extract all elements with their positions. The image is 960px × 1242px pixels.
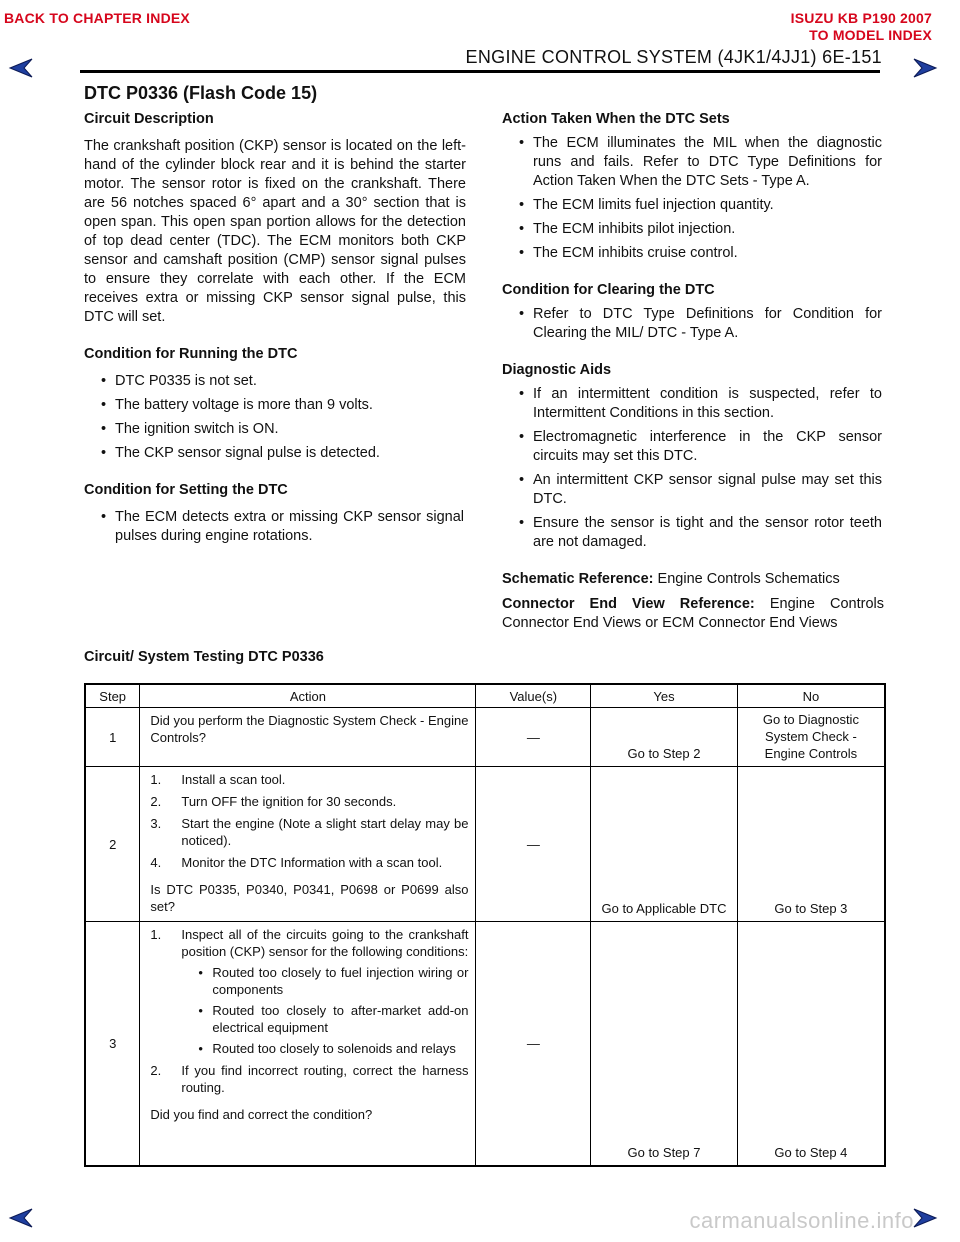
step-action: Did you perform the Diagnostic System Check - Engine Controls?	[140, 708, 476, 767]
list-item: • If an intermittent condition is suspected, refer to Intermittent Conditions in this section.	[502, 385, 884, 423]
header-values: Value(s)	[476, 684, 591, 708]
header-no: No	[737, 684, 885, 708]
action-taken-list	[502, 134, 884, 263]
table-row	[85, 708, 885, 767]
conditions-list	[181, 964, 468, 1057]
header-action: Action	[140, 684, 476, 708]
connector-reference-value: Engine Controls Connector End Views or ECM Connector End Views	[502, 596, 885, 631]
step-number: 2	[85, 767, 140, 922]
table-header-row	[85, 684, 885, 708]
model-header	[791, 10, 932, 44]
table-row	[85, 767, 885, 922]
step-number: 1	[85, 708, 140, 767]
list-item: • The ignition switch is ON.	[84, 420, 466, 439]
connector-reference	[502, 595, 884, 633]
action-steps-list	[150, 926, 468, 1096]
list-item: 1. Inspect all of the circuits going to the crankshaft position (CKP) sensor for the following conditions: • Routed too closely to fuel injection wiring or components • Routed too closely to after-market add-on electrical equipment • Routed too closely to solenoids and relays	[150, 926, 468, 1057]
list-item: • The battery voltage is more than 9 volts.	[84, 396, 466, 415]
list-item: • Routed too closely to after-market add-on electrical equipment	[181, 1002, 468, 1036]
list-item: 2. If you find incorrect routing, correct the harness routing.	[150, 1063, 469, 1095]
step-value: —	[476, 708, 591, 767]
list-item: 3. Start the engine (Note a slight start delay may be noticed).	[150, 816, 469, 848]
step-action	[140, 767, 476, 922]
diagnostic-table	[84, 683, 886, 1167]
step-question: Is DTC P0335, P0340, P0341, P0698 or P0699 also set?	[150, 882, 469, 914]
right-column	[502, 110, 884, 651]
table-row	[85, 922, 885, 1166]
list-item: 1. Install a scan tool.	[150, 772, 286, 787]
watermark: carmanualsonline.info	[689, 1208, 914, 1233]
no-result: Go to Diagnostic System Check - Engine Controls	[737, 708, 885, 767]
back-to-chapter-index-link[interactable]: BACK TO CHAPTER INDEX	[4, 10, 190, 26]
step-number: 3	[85, 922, 140, 1166]
schematic-reference	[502, 570, 884, 589]
list-item: • The ECM limits fuel injection quantity.	[502, 196, 884, 215]
yes-result: Go to Step 2	[591, 708, 738, 767]
diagnostic-aids-heading: Diagnostic Aids	[502, 362, 612, 378]
list-item: • The ECM inhibits pilot injection.	[502, 220, 884, 239]
list-item: • An intermittent CKP sensor signal pulse may set this DTC.	[502, 471, 884, 509]
list-item: • Electromagnetic interference in the CKP sensor circuits may set this DTC.	[502, 428, 884, 466]
previous-page-arrow-icon[interactable]	[8, 58, 38, 78]
list-item: 4. Monitor the DTC Information with a scan tool.	[150, 855, 443, 870]
clearing-conditions-list	[502, 305, 884, 343]
next-page-arrow-icon[interactable]	[908, 58, 938, 78]
schematic-reference-value: Engine Controls Schematics	[657, 571, 840, 587]
diagnostic-aids-list	[502, 385, 884, 552]
step-value: —	[476, 922, 591, 1166]
to-model-index-link[interactable]: TO MODEL INDEX	[809, 27, 932, 43]
step-action	[140, 922, 476, 1166]
list-item: • Routed too closely to solenoids and relays	[181, 1040, 468, 1057]
setting-conditions-list	[84, 508, 466, 546]
list-item: • Ensure the sensor is tight and the sensor rotor teeth are not damaged.	[502, 514, 884, 552]
running-conditions-heading: Condition for Running the DTC	[84, 346, 298, 362]
header-rule	[80, 70, 880, 73]
step-value: —	[476, 767, 591, 922]
list-item: • The ECM illuminates the MIL when the diagnostic runs and fails. Refer to DTC Type Definitions for Action Taken When the DTC Sets - Type A.	[502, 134, 884, 191]
header-yes: Yes	[591, 684, 738, 708]
previous-page-bottom-arrow-icon[interactable]	[8, 1208, 38, 1228]
list-item: • Routed too closely to fuel injection wiring or components	[181, 964, 468, 998]
list-item: • The ECM inhibits cruise control.	[502, 244, 884, 263]
dtc-title: DTC P0336 (Flash Code 15)	[84, 83, 318, 103]
list-item: 2. Turn OFF the ignition for 30 seconds.	[150, 794, 397, 809]
left-column	[84, 110, 466, 564]
yes-result: Go to Step 7	[591, 922, 738, 1166]
circuit-description-text: The crankshaft position (CKP) sensor is located on the left-hand of the cylinder block rear and it is behind the starter motor. The sensor rotor is fixed on the crankshaft. There are 56 notches spaced 6° apart and a 30° section that is open span. This open span portion allows for the detection of top dead center (TDC). The ECM monitors both CKP sensor and camshaft position (CMP) sensor signal pulses to ensure they correlate with each other. If the ECM receives extra or missing CKP sensor signal pulse, this DTC will set.	[84, 138, 466, 325]
yes-result: Go to Applicable DTC	[591, 767, 738, 922]
connector-reference-label: Connector End View Reference:	[502, 596, 755, 612]
header-step: Step	[85, 684, 140, 708]
step-question: Did you find and correct the condition?	[150, 1107, 373, 1122]
no-result: Go to Step 4	[737, 922, 885, 1166]
setting-conditions-heading: Condition for Setting the DTC	[84, 482, 288, 498]
running-conditions-list	[84, 372, 466, 463]
schematic-reference-label: Schematic Reference:	[502, 571, 654, 587]
clearing-conditions-heading: Condition for Clearing the DTC	[502, 282, 715, 298]
circuit-description-heading: Circuit Description	[84, 111, 214, 127]
list-item: • DTC P0335 is not set.	[84, 372, 466, 391]
page-header-title: ENGINE CONTROL SYSTEM (4JK1/4JJ1) 6E-151	[465, 47, 882, 67]
list-item: • The ECM detects extra or missing CKP sensor signal pulses during engine rotations.	[84, 508, 466, 546]
action-steps-list	[150, 771, 468, 871]
action-taken-heading: Action Taken When the DTC Sets	[502, 111, 730, 127]
no-result: Go to Step 3	[737, 767, 885, 922]
list-item: • Refer to DTC Type Definitions for Condition for Clearing the MIL/ DTC - Type A.	[502, 305, 884, 343]
model-name: ISUZU KB P190 2007	[790, 10, 932, 26]
testing-heading: Circuit/ System Testing DTC P0336	[84, 649, 324, 665]
list-item: • The CKP sensor signal pulse is detected.	[84, 444, 466, 463]
